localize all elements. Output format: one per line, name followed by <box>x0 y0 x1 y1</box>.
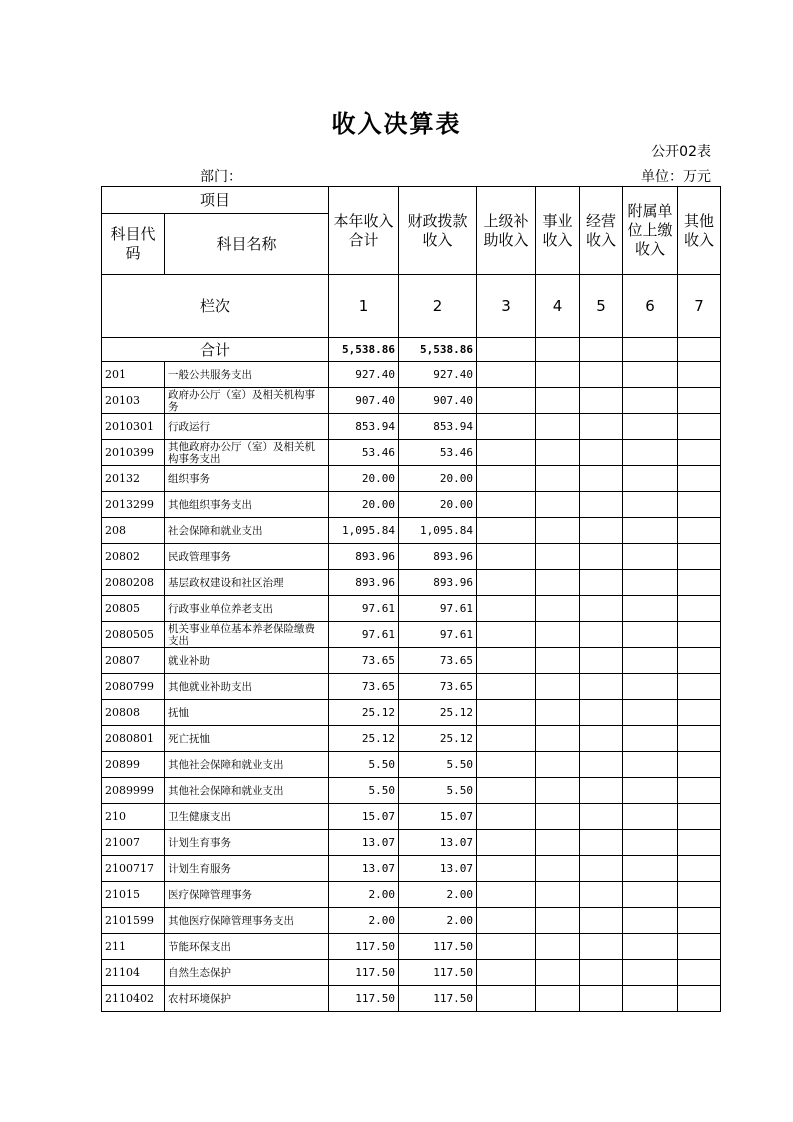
row-value-2: 1,095.84 <box>399 518 477 544</box>
row-code: 21015 <box>102 882 165 908</box>
row-name: 计划生育事务 <box>165 830 329 856</box>
empty-cell <box>623 908 678 934</box>
empty-cell <box>580 544 623 570</box>
empty-cell <box>477 726 536 752</box>
empty-cell <box>536 752 580 778</box>
header-col4: 事业收入 <box>536 187 580 275</box>
table-row <box>102 934 721 960</box>
row-name: 行政事业单位养老支出 <box>165 596 329 622</box>
row-value-2: 73.65 <box>399 648 477 674</box>
header-lanci: 栏次 <box>102 275 329 338</box>
row-code: 2013299 <box>102 492 165 518</box>
table-row <box>102 830 721 856</box>
empty-cell <box>536 908 580 934</box>
table-row <box>102 960 721 986</box>
table-row <box>102 362 721 388</box>
empty-cell <box>477 882 536 908</box>
empty-cell <box>536 596 580 622</box>
row-value-1: 25.12 <box>329 726 399 752</box>
empty-cell <box>536 778 580 804</box>
empty-cell <box>678 362 721 388</box>
empty-cell <box>623 570 678 596</box>
row-value-2: 2.00 <box>399 908 477 934</box>
col-number-1: 1 <box>329 275 399 338</box>
row-value-1: 15.07 <box>329 804 399 830</box>
row-value-2: 117.50 <box>399 986 477 1012</box>
empty-cell <box>580 648 623 674</box>
row-name: 其他社会保障和就业支出 <box>165 778 329 804</box>
empty-cell <box>536 882 580 908</box>
empty-cell <box>678 856 721 882</box>
empty-cell <box>536 986 580 1012</box>
row-value-2: 2.00 <box>399 882 477 908</box>
row-name: 就业补助 <box>165 648 329 674</box>
empty-cell <box>678 778 721 804</box>
row-code: 21104 <box>102 960 165 986</box>
empty-cell <box>678 570 721 596</box>
empty-cell <box>536 362 580 388</box>
empty-cell <box>580 752 623 778</box>
empty-cell <box>678 700 721 726</box>
row-value-2: 5.50 <box>399 752 477 778</box>
header-col6: 附属单位上缴收入 <box>623 187 678 275</box>
row-code: 20802 <box>102 544 165 570</box>
row-value-2: 20.00 <box>399 492 477 518</box>
empty-cell <box>477 674 536 700</box>
empty-cell <box>536 934 580 960</box>
empty-cell <box>580 570 623 596</box>
empty-cell <box>678 804 721 830</box>
row-code: 208 <box>102 518 165 544</box>
empty-cell <box>678 466 721 492</box>
row-code: 210 <box>102 804 165 830</box>
empty-cell <box>477 544 536 570</box>
total-value-1: 5,538.86 <box>329 338 399 362</box>
row-code: 2100717 <box>102 856 165 882</box>
empty-cell <box>623 544 678 570</box>
empty-cell <box>477 778 536 804</box>
row-code: 2080208 <box>102 570 165 596</box>
empty-cell <box>580 622 623 648</box>
row-value-1: 907.40 <box>329 388 399 414</box>
empty-cell <box>536 804 580 830</box>
row-value-2: 117.50 <box>399 934 477 960</box>
empty-cell <box>536 570 580 596</box>
empty-cell <box>477 362 536 388</box>
row-name: 其他就业补助支出 <box>165 674 329 700</box>
header-col2: 财政拨款收入 <box>399 187 477 275</box>
row-name: 抚恤 <box>165 700 329 726</box>
empty-cell <box>678 596 721 622</box>
empty-cell <box>477 856 536 882</box>
header-item: 项目 <box>102 187 329 214</box>
row-value-1: 97.61 <box>329 596 399 622</box>
row-value-2: 853.94 <box>399 414 477 440</box>
row-value-1: 5.50 <box>329 752 399 778</box>
empty-cell <box>678 830 721 856</box>
empty-cell <box>678 882 721 908</box>
empty-cell <box>536 440 580 466</box>
empty-cell <box>678 986 721 1012</box>
empty-cell <box>678 908 721 934</box>
empty-cell <box>536 414 580 440</box>
empty-cell <box>477 414 536 440</box>
row-value-1: 853.94 <box>329 414 399 440</box>
row-code: 2010399 <box>102 440 165 466</box>
row-value-1: 2.00 <box>329 882 399 908</box>
empty-cell <box>536 960 580 986</box>
table-row <box>102 414 721 440</box>
empty-cell <box>580 960 623 986</box>
empty-cell <box>477 570 536 596</box>
header-name: 科目名称 <box>165 214 329 275</box>
empty-cell <box>580 492 623 518</box>
row-code: 2010301 <box>102 414 165 440</box>
row-value-1: 117.50 <box>329 986 399 1012</box>
row-value-2: 893.96 <box>399 544 477 570</box>
row-name: 社会保障和就业支出 <box>165 518 329 544</box>
row-value-1: 927.40 <box>329 362 399 388</box>
table-row <box>102 752 721 778</box>
row-value-2: 117.50 <box>399 960 477 986</box>
empty-cell <box>623 674 678 700</box>
row-name: 基层政权建设和社区治理 <box>165 570 329 596</box>
empty-cell <box>580 388 623 414</box>
table-row <box>102 492 721 518</box>
empty-cell <box>536 830 580 856</box>
header-col3: 上级补助收入 <box>477 187 536 275</box>
row-code: 20132 <box>102 466 165 492</box>
table-row <box>102 544 721 570</box>
empty-cell <box>623 648 678 674</box>
row-code: 2080505 <box>102 622 165 648</box>
empty-cell <box>477 440 536 466</box>
table-row <box>102 674 721 700</box>
empty-cell <box>536 544 580 570</box>
empty-cell <box>623 362 678 388</box>
empty-cell <box>536 726 580 752</box>
row-value-2: 907.40 <box>399 388 477 414</box>
row-value-2: 73.65 <box>399 674 477 700</box>
empty-cell <box>477 648 536 674</box>
empty-cell <box>678 414 721 440</box>
empty-cell <box>477 492 536 518</box>
row-value-1: 97.61 <box>329 622 399 648</box>
row-value-1: 2.00 <box>329 908 399 934</box>
row-name: 自然生态保护 <box>165 960 329 986</box>
total-row <box>102 338 721 362</box>
row-code: 20899 <box>102 752 165 778</box>
empty-cell <box>678 674 721 700</box>
table-row <box>102 596 721 622</box>
empty-cell <box>580 778 623 804</box>
row-code: 20103 <box>102 388 165 414</box>
row-value-2: 5.50 <box>399 778 477 804</box>
empty-cell <box>477 518 536 544</box>
table-row <box>102 986 721 1012</box>
col-number-4: 4 <box>536 275 580 338</box>
department-label: 部门： <box>200 169 242 185</box>
empty-cell <box>678 934 721 960</box>
empty-cell <box>477 700 536 726</box>
table-row <box>102 726 721 752</box>
empty-cell <box>536 622 580 648</box>
empty-cell <box>623 388 678 414</box>
empty-cell <box>536 492 580 518</box>
empty-cell <box>477 986 536 1012</box>
empty-cell <box>678 726 721 752</box>
table-row <box>102 518 721 544</box>
table-row <box>102 882 721 908</box>
empty-cell <box>477 804 536 830</box>
row-value-1: 117.50 <box>329 960 399 986</box>
empty-cell <box>536 648 580 674</box>
empty-cell <box>623 518 678 544</box>
row-name: 其他政府办公厅（室）及相关机构事务支出 <box>165 440 329 466</box>
empty-cell <box>580 804 623 830</box>
empty-cell <box>678 622 721 648</box>
empty-cell <box>536 700 580 726</box>
empty-cell <box>580 414 623 440</box>
table-row <box>102 466 721 492</box>
header-col1: 本年收入合计 <box>329 187 399 275</box>
table-row <box>102 570 721 596</box>
empty-cell <box>678 544 721 570</box>
row-name: 其他组织事务支出 <box>165 492 329 518</box>
empty-cell <box>678 752 721 778</box>
empty-cell <box>623 856 678 882</box>
row-value-2: 25.12 <box>399 726 477 752</box>
empty-cell <box>623 596 678 622</box>
empty-cell <box>477 622 536 648</box>
empty-cell <box>477 388 536 414</box>
total-value-2: 5,538.86 <box>399 338 477 362</box>
empty-cell <box>580 882 623 908</box>
empty-cell <box>678 960 721 986</box>
row-value-1: 13.07 <box>329 830 399 856</box>
empty-cell <box>623 882 678 908</box>
row-value-1: 20.00 <box>329 466 399 492</box>
row-name: 民政管理事务 <box>165 544 329 570</box>
table-row <box>102 856 721 882</box>
row-value-1: 117.50 <box>329 934 399 960</box>
empty-cell <box>623 960 678 986</box>
table-row <box>102 440 721 466</box>
row-name: 其他医疗保障管理事务支出 <box>165 908 329 934</box>
empty-cell <box>623 492 678 518</box>
empty-cell <box>580 726 623 752</box>
row-name: 其他社会保障和就业支出 <box>165 752 329 778</box>
row-code: 20807 <box>102 648 165 674</box>
empty-cell <box>580 518 623 544</box>
unit-label: 单位：万元 <box>641 169 711 185</box>
empty-cell <box>580 466 623 492</box>
row-name: 节能环保支出 <box>165 934 329 960</box>
row-code: 2080799 <box>102 674 165 700</box>
col-number-5: 5 <box>580 275 623 338</box>
empty-cell <box>623 726 678 752</box>
empty-cell <box>623 934 678 960</box>
row-value-2: 15.07 <box>399 804 477 830</box>
empty-cell <box>580 934 623 960</box>
row-name: 机关事业单位基本养老保险缴费支出 <box>165 622 329 648</box>
row-value-2: 927.40 <box>399 362 477 388</box>
empty-cell <box>477 934 536 960</box>
empty-cell <box>536 518 580 544</box>
col-number-6: 6 <box>623 275 678 338</box>
row-code: 2080801 <box>102 726 165 752</box>
row-name: 死亡抚恤 <box>165 726 329 752</box>
row-value-1: 893.96 <box>329 544 399 570</box>
row-value-2: 25.12 <box>399 700 477 726</box>
row-code: 2101599 <box>102 908 165 934</box>
row-value-1: 25.12 <box>329 700 399 726</box>
empty-cell <box>477 960 536 986</box>
empty-cell <box>623 700 678 726</box>
total-label: 合计 <box>102 338 329 362</box>
row-value-1: 20.00 <box>329 492 399 518</box>
row-value-2: 893.96 <box>399 570 477 596</box>
row-name: 行政运行 <box>165 414 329 440</box>
row-name: 政府办公厅（室）及相关机构事务 <box>165 388 329 414</box>
empty-cell <box>477 752 536 778</box>
table-row <box>102 388 721 414</box>
form-number: 公开02表 <box>651 144 711 160</box>
empty-cell <box>580 700 623 726</box>
empty-cell <box>580 440 623 466</box>
empty-cell <box>623 804 678 830</box>
empty-cell <box>623 622 678 648</box>
income-table <box>101 186 721 1012</box>
row-value-1: 73.65 <box>329 648 399 674</box>
row-value-2: 20.00 <box>399 466 477 492</box>
header-col7: 其他收入 <box>678 187 721 275</box>
empty-cell <box>623 830 678 856</box>
empty-cell <box>678 518 721 544</box>
row-value-2: 53.46 <box>399 440 477 466</box>
row-value-1: 5.50 <box>329 778 399 804</box>
empty-cell <box>477 466 536 492</box>
header-code: 科目代码 <box>102 214 165 275</box>
empty-cell <box>536 674 580 700</box>
row-code: 21007 <box>102 830 165 856</box>
empty-cell <box>477 830 536 856</box>
table-row <box>102 778 721 804</box>
empty-cell <box>536 388 580 414</box>
row-code: 2089999 <box>102 778 165 804</box>
empty-cell <box>580 596 623 622</box>
empty-cell <box>536 466 580 492</box>
table-row <box>102 622 721 648</box>
empty-cell <box>623 440 678 466</box>
empty-cell <box>678 440 721 466</box>
row-value-1: 53.46 <box>329 440 399 466</box>
empty-cell <box>580 830 623 856</box>
empty-cell <box>623 466 678 492</box>
empty-cell <box>678 648 721 674</box>
row-code: 20808 <box>102 700 165 726</box>
row-value-1: 1,095.84 <box>329 518 399 544</box>
empty-cell <box>580 856 623 882</box>
row-code: 211 <box>102 934 165 960</box>
empty-cell <box>623 778 678 804</box>
empty-cell <box>477 908 536 934</box>
row-value-2: 97.61 <box>399 596 477 622</box>
table-row <box>102 908 721 934</box>
row-name: 组织事务 <box>165 466 329 492</box>
table-row <box>102 648 721 674</box>
row-value-1: 13.07 <box>329 856 399 882</box>
empty-cell <box>678 492 721 518</box>
row-code: 20805 <box>102 596 165 622</box>
row-code: 2110402 <box>102 986 165 1012</box>
empty-cell <box>623 986 678 1012</box>
empty-cell <box>536 856 580 882</box>
empty-cell <box>580 674 623 700</box>
row-name: 医疗保障管理事务 <box>165 882 329 908</box>
row-value-1: 73.65 <box>329 674 399 700</box>
row-code: 201 <box>102 362 165 388</box>
row-value-2: 13.07 <box>399 856 477 882</box>
empty-cell <box>580 362 623 388</box>
empty-cell <box>678 388 721 414</box>
page-title: 收入决算表 <box>331 110 462 138</box>
row-value-1: 893.96 <box>329 570 399 596</box>
empty-cell <box>477 596 536 622</box>
empty-cell <box>580 986 623 1012</box>
row-name: 卫生健康支出 <box>165 804 329 830</box>
col-number-3: 3 <box>477 275 536 338</box>
row-name: 一般公共服务支出 <box>165 362 329 388</box>
row-value-2: 97.61 <box>399 622 477 648</box>
row-name: 农村环境保护 <box>165 986 329 1012</box>
table-row <box>102 700 721 726</box>
col-number-7: 7 <box>678 275 721 338</box>
header-col5: 经营收入 <box>580 187 623 275</box>
empty-cell <box>623 752 678 778</box>
empty-cell <box>623 414 678 440</box>
col-number-2: 2 <box>399 275 477 338</box>
row-value-2: 13.07 <box>399 830 477 856</box>
row-name: 计划生育服务 <box>165 856 329 882</box>
table-row <box>102 804 721 830</box>
empty-cell <box>580 908 623 934</box>
